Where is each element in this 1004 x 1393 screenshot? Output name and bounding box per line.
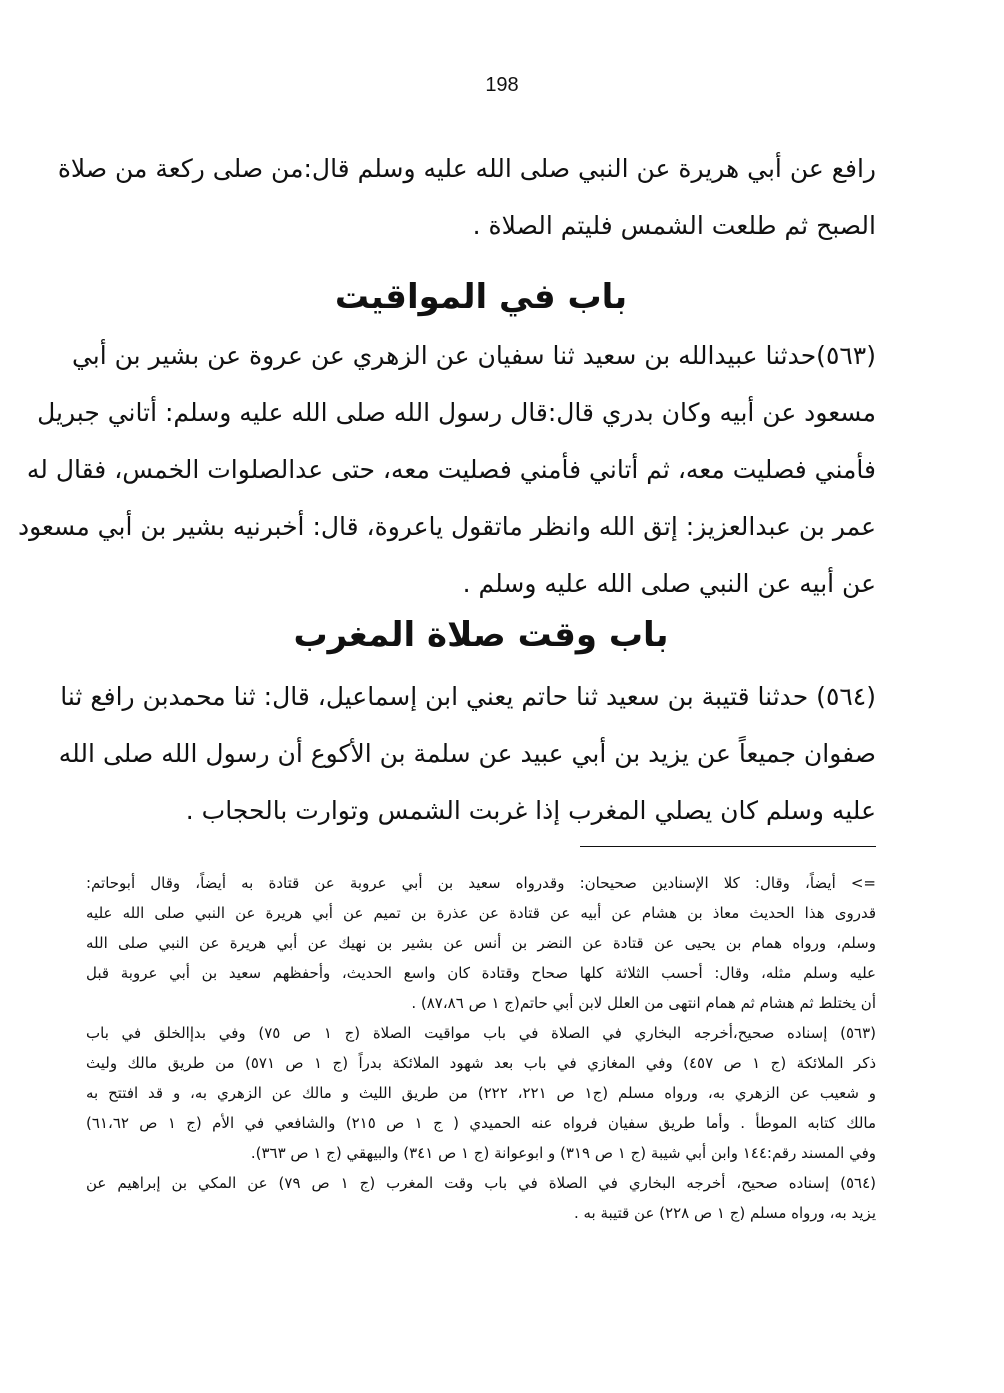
footnote-line: (٥٦٤) إسناده صحيح، أخرجه البخاري في الصلاة في باب وقت المغرب (ج ١ ص ٧٩) عن المكي بن إبراهيم عن (86, 1174, 877, 1192)
text-line: (٥٦٣)حدثنا عبيدالله بن سعيد ثنا سفيان عن الزهري عن عروة عن بشير بن أبي (71, 341, 876, 370)
text-line: عن أبيه عن النبي صلى الله عليه وسلم . (462, 569, 876, 598)
intro-paragraph (57, 140, 876, 254)
footnote-line: عليه وسلم مثله، وقال: أحسب الثلاثة كلها صحاح وقتادة كان واسع الحديث، وأحفظهم سعيد بن أبي عروبة قبل (86, 964, 876, 982)
text-line: الصبح ثم طلعت الشمس فليتم الصلاة . (472, 211, 876, 240)
page-number: 198 (485, 74, 519, 96)
section-heading-mawaqit: باب في المواقيت (334, 277, 628, 317)
text-line: عليه وسلم كان يصلي المغرب إذا غربت الشمس وتوارت بالحجاب . (185, 796, 876, 825)
footnote-line: و شعيب عن الزهري به، ورواه مسلم (ج١ ص ٢٢١، ٢٢٢) من طريق الليث و مالك عن الزهري به، و قد افتتح به (86, 1084, 876, 1102)
footnote-line: قدروى هذا الحديث معاذ بن هشام عن أبيه عن قتادة عن عذرة بن تميم عن أبي هريرة عن النبي صلى الله عليه (86, 904, 876, 922)
text-line: رافع عن أبي هريرة عن النبي صلى الله عليه وسلم قال:من صلى ركعة من صلاة (57, 154, 876, 183)
footnote-line: (٥٦٣) إسناده صحيح،أخرجه البخاري في الصلاة في باب مواقيت الصلاة (ج ١ ص ٧٥) وفي بدإالخلق في باب (86, 1024, 876, 1042)
text-line: (٥٦٤) حدثنا قتيبة بن سعيد ثنا حاتم يعني ابن إسماعيل، قال: ثنا محمدبن رافع ثنا (60, 682, 876, 711)
footnote-line: => أيضاً، وقال: كلا الإسنادين صحيحان: وقدرواه سعيد بن أبي عروبة عن قتادة به أيضاً، وقال أبوحاتم: (86, 874, 876, 892)
text-line: مسعود عن أبيه وكان بدري قال:قال رسول الله صلى الله عليه وسلم: أتاني جبريل (37, 398, 876, 427)
footnotes (86, 868, 876, 1228)
footnote-line: ذكر الملائكة (ج ١ ص ٤٥٧) وفي المغازي في باب بعد شهود الملائكة بدراً (ج ١ ص ٥٧١) من طريق مالك وليث (86, 1054, 877, 1072)
footnote-separator (580, 846, 876, 847)
footnote-line: وسلم، ورواه همام بن يحيى عن قتادة عن النضر بن أنس عن بشير بن نهيك عن أبي هريرة عن النبي صلى الله (86, 934, 876, 952)
footnote-line: مالك كتابه الموطأ . وأما طريق سفيان فرواه عنه الحميدي ( ج ١ ص ٢١٥) والشافعي في الأم (ج ١ ص ٦١،٦٢) (86, 1114, 877, 1132)
hadith-563-paragraph (17, 327, 876, 612)
hadith-564-paragraph (58, 668, 876, 839)
footnote-line: يزيد به، ورواه مسلم (ج ١ ص ٢٢٨) عن قتيبة به . (573, 1204, 876, 1222)
text-line: صفوان جميعاً عن يزيد بن أبي عبيد عن سلمة بن الأكوع أن رسول الله صلى الله (58, 739, 876, 768)
text-line: فأمني فصليت معه، ثم أتاني فأمني فصليت معه، حتى عدالصلوات الخمس، فقال له (26, 455, 876, 484)
text-line: عمر بن عبدالعزيز: إتق الله وانظر ماتقول ياعروة، قال: أخبرنيه بشير بن أبي مسعود (17, 512, 876, 541)
footnote-line: أن يختلط ثم هشام ثم همام انتهى من العلل لابن أبي حاتم(ج ١ ص ٨٧،٨٦) . (411, 994, 876, 1012)
section-heading-maghrib: باب وقت صلاة المغرب (293, 615, 669, 655)
footnote-line: وفي المسند رقم:١٤٤ وابن أبي شيبة (ج ١ ص ٣١٩) و ابوعوانة (ج ١ ص ٣٤١) والبيهقي (ج ١ ص ٣٦٣). (250, 1144, 876, 1162)
